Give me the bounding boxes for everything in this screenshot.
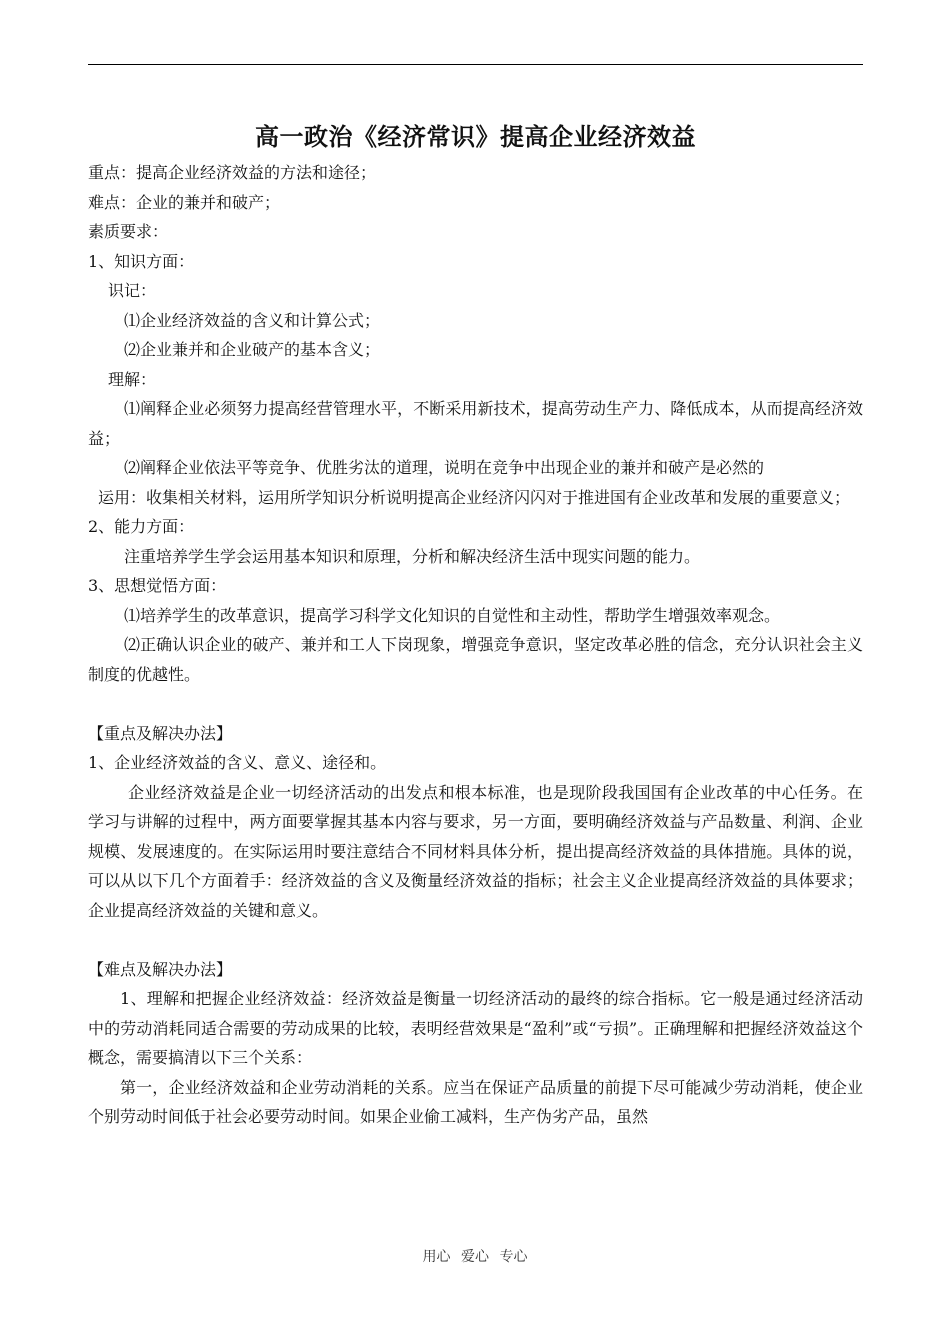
- page-footer: 用心 爱心 专心: [422, 1249, 528, 1265]
- ability-heading: 2、能力方面：: [88, 517, 195, 536]
- understand-heading: 理解：: [108, 369, 157, 389]
- key-item-1: 1、企业经济效益的含义、意义、途径和。: [88, 753, 387, 772]
- ability-text: 注重培养学生学会运用基本知识和原理，分析和解决经济生活中现实问题的能力。: [124, 546, 701, 566]
- ideology-item-1: ⑴培养学生的改革意识，提高学习科学文化知识的自觉性和主动性，帮助学生增强效率观念。: [124, 605, 781, 625]
- quality-heading: 素质要求：: [88, 222, 169, 241]
- key-point-line: 重点：提高企业经济效益的方法和途径；: [88, 163, 377, 182]
- header-rule: [88, 64, 863, 65]
- understand-item-2: ⑵阐释企业依法平等竞争、优胜劣汰的道理，说明在竞争中出现企业的兼并和破产是必然的: [124, 458, 765, 477]
- recall-heading: 识记：: [108, 281, 157, 300]
- difficulty-line: 难点：企业的兼并和破产；: [88, 192, 281, 212]
- difficulty-paragraph-1: 1、理解和把握企业经济效益：经济效益是衡量一切经济活动的最终的综合指标。它一般是通过经济活动中的劳动消耗同适合需要的劳动成果的比较，表明经营效果是“盈利”或“亏损”。正确理解和把握经济效益这个概念，需要搞清以下三个关系：: [88, 989, 863, 1067]
- key-paragraph: 企业经济效益是企业一切经济活动的出发点和根本标准，也是现阶段我国国有企业改革的中心任务。在学习与讲解的过程中，两方面要掌握其基本内容与要求，另一方面，要明确经济效益与产品数量、利润、企业规模、发展速度的。在实际运用时要注意结合不同材料具体分析，提出提高经济效益的具体措施。具体的说，可以从以下几个方面着手：经济效益的含义及衡量经济效益的指标；社会主义企业提高经济效益的具体要求；企业提高经济效益的关键和意义。: [88, 782, 863, 920]
- section-gap: [88, 689, 863, 719]
- ideology-item-2: ⑵正确认识企业的破产、兼并和工人下岗现象，增强竞争意识，坚定改革必胜的信念，充分认识社会主义制度的优越性。: [88, 635, 863, 684]
- section-gap: [88, 925, 863, 955]
- key-section-heading: 【重点及解决办法】: [88, 723, 233, 743]
- apply-paragraph: 运用：收集相关材料，运用所学知识分析说明提高企业经济闪闪对于推进国有企业改革和发展的重要意义；: [98, 487, 851, 507]
- recall-item-1: ⑴企业经济效益的含义和计算公式；: [124, 310, 381, 330]
- recall-item-2: ⑵企业兼并和企业破产的基本含义；: [124, 340, 381, 359]
- document-title: 高一政治《经济常识》提高企业经济效益: [255, 122, 696, 151]
- difficulty-paragraph-2: 第一，企业经济效益和企业劳动消耗的关系。应当在保证产品质量的前提下尽可能减少劳动消耗，使企业个别劳动时间低于社会必要劳动时间。如果企业偷工减料，生产伪劣产品，虽然: [88, 1077, 863, 1126]
- knowledge-heading: 1、知识方面：: [88, 251, 195, 271]
- understand-item-1: ⑴阐释企业必须努力提高经营管理水平，不断采用新技术，提高劳动生产力、降低成本，从而提高经济效益；: [88, 399, 863, 448]
- difficulty-section-heading: 【难点及解决办法】: [88, 959, 233, 979]
- document-body: [88, 116, 863, 1132]
- ideology-heading: 3、思想觉悟方面：: [88, 576, 227, 595]
